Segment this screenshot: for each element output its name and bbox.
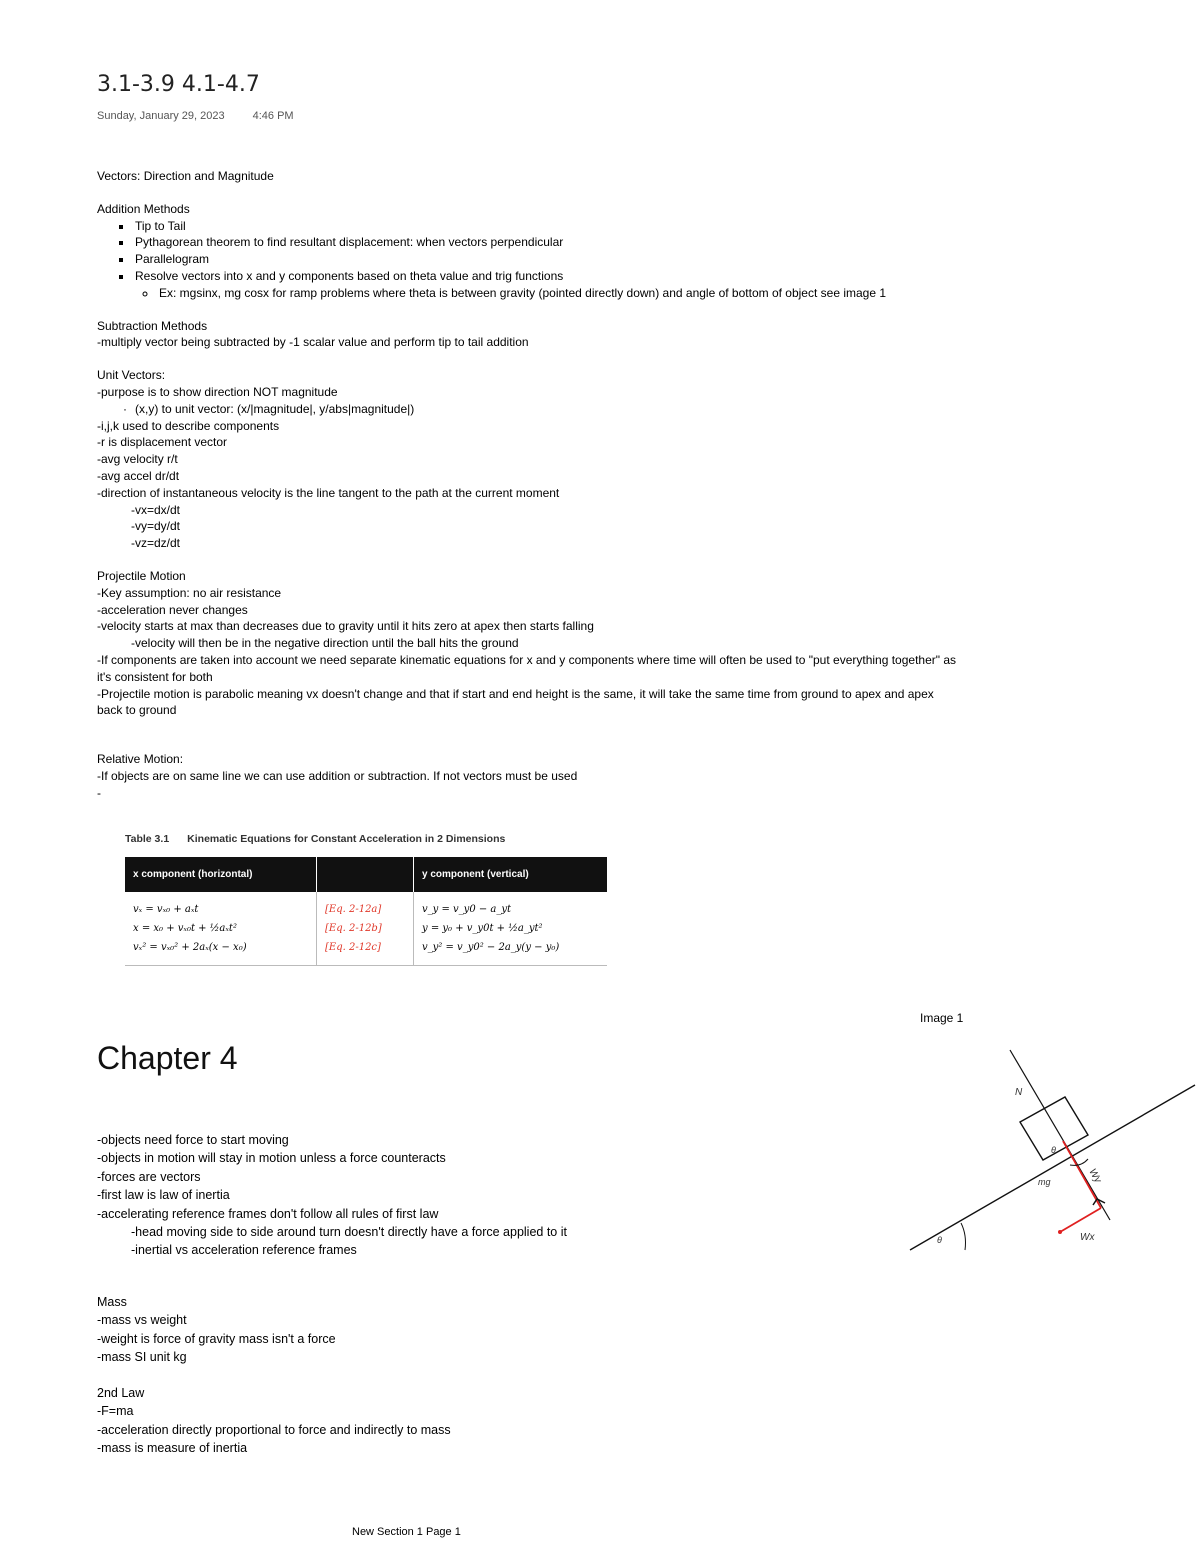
mass-section [97, 1293, 877, 1367]
list-item: ▪ Pythagorean theorem to find resultant displacement: when vectors perpendicular [133, 234, 957, 251]
relative-line: - [97, 785, 101, 800]
unit-bullet: · (x,y) to unit vector: (x/|magnitude|, y/abs|magnitude|) [137, 401, 957, 418]
unit-line: -purpose is to show direction NOT magnitude [97, 384, 338, 399]
unit-indent-line: -vz=dz/dt [131, 536, 181, 551]
wx-component [1060, 1208, 1101, 1232]
theta2-label: θ [937, 1235, 942, 1245]
equation: v_y = v_y0 − a_yt [422, 904, 512, 915]
image1-label: Image 1 [920, 1011, 964, 1025]
mg-label: mg [1038, 1177, 1051, 1187]
unit-line: -avg accel dr/dt [97, 468, 180, 483]
projectile-line: -Projectile motion is parabolic meaning vx doesn't change and that if start and end height is the same, it will take the same time from ground to apex and apex back to ground [97, 686, 934, 718]
page-footer: New Section 1 Page 1 [352, 1526, 461, 1538]
unit-indent-line: -vy=dy/dt [131, 519, 181, 534]
table-header: y component (vertical) [414, 857, 608, 892]
equation: x = x₀ + vₓ₀t + ½aₓt² [133, 923, 237, 934]
page-title: 3.1-3.9 4.1-4.7 [97, 72, 260, 97]
equation-refs-cell [317, 892, 414, 966]
unit-heading: Unit Vectors: [97, 368, 166, 383]
subtraction-heading: Subtraction Methods [97, 318, 208, 333]
subtraction-line: -multiply vector being subtracted by -1 scalar value and perform tip to tail addition [97, 335, 529, 350]
mass-heading: Mass [97, 1295, 127, 1309]
law2-line: -mass is measure of inertia [97, 1441, 248, 1456]
unit-line: -i,j,k used to describe components [97, 418, 280, 433]
law2-heading: 2nd Law [97, 1386, 145, 1400]
equation: v_y² = v_y0² − 2a_y(y − y₀) [422, 942, 560, 953]
ramp-force-diagram [905, 1045, 1200, 1255]
wx-label: Wx [1080, 1232, 1095, 1243]
addition-list [97, 218, 957, 302]
wy-label: Wy [1086, 1167, 1104, 1186]
n-label: N [1015, 1087, 1023, 1098]
chapter4-section [97, 1131, 877, 1260]
kinematics-table [125, 857, 607, 966]
unit-indent-line: -vx=dx/dt [131, 502, 181, 517]
equation-ref-link[interactable]: [Eq. 2-12b] [325, 923, 382, 934]
mass-line: -weight is force of gravity mass isn't a force [97, 1331, 336, 1346]
theta-label: θ [1051, 1145, 1056, 1155]
vectors-heading: Vectors: Direction and Magnitude [97, 169, 274, 183]
chapter-line: -first law is law of inertia [97, 1188, 230, 1203]
ramp-angle-arc [961, 1223, 966, 1250]
equation: vₓ² = vₓ₀² + 2aₓ(x − x₀) [133, 942, 247, 953]
sub-list-item: ◦ Ex: mgsinx, mg cosx for ramp problems where theta is between gravity (pointed directly down) and angle of bottom of object see image 1 [157, 285, 957, 302]
chapter-line: -accelerating reference frames don't follow all rules of first law [97, 1206, 439, 1221]
list-item-text: Resolve vectors into x and y components based on theta value and trig functions [135, 268, 564, 283]
mass-line: -mass SI unit kg [97, 1350, 187, 1365]
vector-tip [1058, 1230, 1062, 1234]
law2-line: -acceleration directly proportional to force and indirectly to mass [97, 1422, 451, 1437]
x-equations-cell [125, 892, 317, 966]
equation: vₓ = vₓ₀ + aₓt [133, 904, 199, 915]
mass-line: -mass vs weight [97, 1313, 187, 1328]
y-equations-cell [414, 892, 608, 966]
projectile-indent-line: -velocity will then be in the negative direction until the ball hits the ground [131, 636, 519, 651]
ramp-line [910, 1085, 1195, 1250]
chapter-line: -objects need force to start moving [97, 1133, 289, 1147]
projectile-line: -Key assumption: no air resistance [97, 585, 282, 600]
list-item: ▪ Parallelogram [133, 251, 957, 268]
law2-line: -F=ma [97, 1404, 134, 1419]
chapter-heading: Chapter 4 [97, 1040, 238, 1076]
projectile-line: -velocity starts at max than decreases due to gravity until it hits zero at apex then starts falling [97, 619, 594, 634]
relative-heading: Relative Motion: [97, 752, 184, 767]
addition-heading: Addition Methods [97, 201, 190, 216]
projectile-heading: Projectile Motion [97, 568, 186, 583]
chapter-line: -objects in motion will stay in motion unless a force counteracts [97, 1151, 446, 1166]
angle-arc [1070, 1159, 1088, 1165]
kinematics-table-figure [125, 833, 607, 966]
normal-gravity-line [1010, 1050, 1110, 1220]
unit-line: -r is displacement vector [97, 435, 228, 450]
page-timestamp [97, 110, 294, 122]
relative-line: -If objects are on same line we can use addition or subtraction. If not vectors must be used [97, 768, 578, 783]
unit-line: -direction of instantaneous velocity is the line tangent to the path at the current moment [97, 485, 560, 500]
table-number: Table 3.1 [125, 833, 170, 845]
list-item: ▪ Tip to Tail [133, 218, 957, 235]
projectile-line: -If components are taken into account we need separate kinematic equations for x and y components where time will often be used to "put everything together" as it's consistent for both [97, 652, 957, 684]
table-header [317, 857, 414, 892]
chapter-line: -forces are vectors [97, 1169, 201, 1184]
vectors-section [97, 168, 957, 802]
law2-section [97, 1384, 877, 1458]
chapter-indent-line: -head moving side to side around turn doesn't directly have a force applied to it [131, 1225, 567, 1240]
table-header: x component (horizontal) [125, 857, 317, 892]
page-time: 4:46 PM [252, 110, 294, 122]
chapter-indent-line: -inertial vs acceleration reference frames [131, 1243, 357, 1258]
table-caption [125, 833, 607, 845]
projectile-line: -acceleration never changes [97, 602, 248, 617]
equation: y = y₀ + v_y0t + ½a_yt² [422, 923, 543, 934]
unit-line: -avg velocity r/t [97, 452, 178, 467]
page-date: Sunday, January 29, 2023 [97, 110, 225, 122]
equation-ref-link[interactable]: [Eq. 2-12c] [325, 942, 381, 953]
equation-ref-link[interactable]: [Eq. 2-12a] [325, 904, 382, 915]
table-title: Kinematic Equations for Constant Acceleration in 2 Dimensions [187, 833, 506, 845]
list-item [133, 268, 957, 302]
